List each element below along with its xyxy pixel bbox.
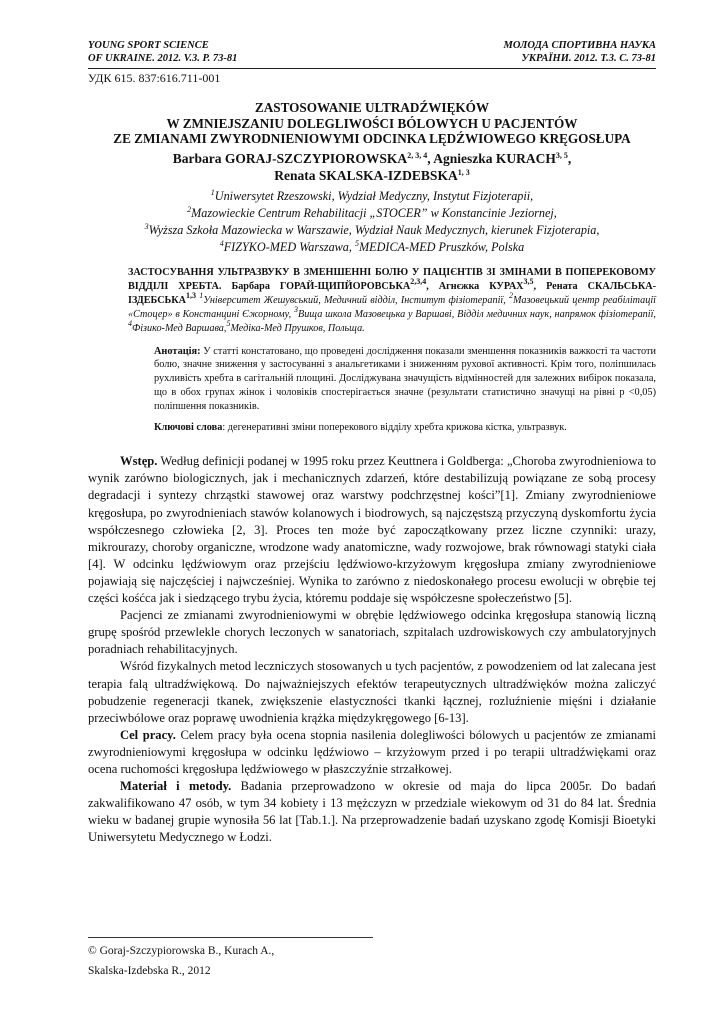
copyright-line-1: © Goraj-Szczypiorowska B., Kurach A., — [88, 945, 275, 957]
abstract-text: У статті констатовано, що проведені дослідження показали зменшення показників важкості та частоти болю, значне зниження у застосуванні з анальгетиками і зниженням рухової активності. Крім того, поліпшилась рухливість хребта в сагітальній площині. Досліджувана значущість відмінностей для залежних вибірок показала, що в обох групах жінок і чоловіків спостерігається значне (результати статистично значущі на рівні p <0,05) поліпшення показників. — [154, 345, 656, 412]
keywords-label: Ключові слова — [154, 422, 223, 434]
keywords-text: : дегенеративні зміни поперекового відділу хребта крижова кістка, ультразвук. — [222, 422, 567, 434]
affiliation-4: $^4$FIZYKO-MED Warszawa, $^5$MEDICA-MED Pruszków, Polska — [219, 238, 525, 254]
author-line-1 — [88, 150, 656, 167]
paragraph-introduction: Wstęp. Według definicji podanej w 1995 roku przez Keuttnera i Goldberga: „Choroba zwyrodnieniowa to wynik zarówno biologicznych, jak i mechanicznych zdarzeń, które destabilizują powiązane ze sobą procesy degradacji i syntezy chrząstki stawowej oraz warstwy podchrzęstnej kości”[1]. Zmiany zwyrodnieniowe kręgosłupa, po zwyrodnieniach stawów kolanowych i biodrowych, są najczęstszą przyczyną dyskomfortu życia współczesnego człowieka [2, 3]. Proces ten może być zapoczątkowany przez liczne czynniki: urazy, mikrourazy, choroby organiczne, wrodzone wady anatomiczne, wady rozwojowe, brak równowagi statyki ciała [4]. W odcinku lędźwiowym oraz przejściu lędźwiowo-krzyżowym kręgosłupa zmiany zwyrodnieniowe pojawiają się najczęściej i najwcześniej. Wynika to zarówno z niedoskonałego procesu ewolucji w obrębie tej części kośćca jak i siedzącego trybu życia, któremu poddaje się współczesne społeczeństwo [5]. — [88, 454, 656, 606]
ua-affiliation-3: Вища школа Мазовецька у Варшаві, Відділ медичних наук, напрямок фізіотерапії, — [297, 308, 656, 320]
footnote-rule — [88, 937, 373, 938]
ukrainian-summary-header: ЗАСТОСУВАННЯ УЛЬТРАЗВУКУ В ЗМЕНШЕННІ БОЛЮ У ПАЦІЄНТІВ ЗІ ЗМІНАМИ В ПОПЕРЕКОВОМУ ВІДДІЛІ ХРЕБТА. Барбара ГОРАЙ-ЩИПЙОРОВСЬКА$^{2,3,4}$, Агнєжка КУРАХ$^{3,5}$, Рената СКАЛЬСЬКА-ІЗДЕБСЬКА$^{1,3}$ $^1$Університет Жешувський, Медичний відділ, Інститут фізіотерапії, $^2$Мазовецький центр реабілітації «Стоцер» в Констанцині Єжорному, $^3$Вища школа Мазовецька у Варшаві, Відділ медичних наук, напрямок фізіотерапії, $^4$Фізико-Мед Варшава,$^5$Медіка-Мед Прушков, Польща. — [128, 266, 657, 334]
affiliation-3: $^3$Wyższa Szkoła Mazowiecka w Warszawie, Wydział Nauk Medycznych, kierunek Fizjoterapia, — [144, 221, 600, 237]
author-3-affil: 1, 3 — [457, 167, 470, 177]
title-line-3: ZE ZMIANAMI ZWYRODNIENIOWYMI ODCINKA LĘDŹWIOWEGO KRĘGOSŁUPA — [113, 131, 631, 146]
udk-code: УДК 615. 837:616.711-001 — [88, 71, 221, 85]
journal-citation-en: OF UKRAINE. 2012. V.3. P. 73-81 — [88, 52, 238, 64]
journal-name-ua: МОЛОДА СПОРТИВНА НАУКА — [503, 40, 656, 51]
affiliation-2: $^2$Mazowieckie Centrum Rehabilitacji „STOCER” w Konstancinie Jeziornej, — [187, 204, 557, 220]
journal-name-en: YOUNG SPORT SCIENCE — [88, 40, 209, 51]
affiliation-list — [88, 188, 656, 256]
header-rule — [88, 68, 656, 69]
paragraph-methods-overview: Wśród fizykalnych metod leczniczych stosowanych u tych pacjentów, z powodzeniem od lat zalecana jest terapia falą ultradźwiękową. Do najważniejszych efektów terapeutycznych ultradźwięków można zaliczyć pobudzenie regeneracji tkanek, zwiększenie elastyczności tkanki łącznej, rozluźnienie mięśni i działanie przeciwbólowe oraz poprawę uwodnienia krążka międzykręgowego [6-13]. — [88, 659, 656, 725]
author-line-2 — [88, 167, 656, 184]
keywords — [154, 421, 656, 435]
paragraph-materials: Materiał i metody. Badania przeprowadzono w okresie od maja do lipca 2005r. Do badań zakwalifikowano 47 osób, w tym 34 kobiety i 13 mężczyzn w przedziale wiekowym od 31 do 84 lat. Średnia wieku w badanej grupie wynosiła 56 lat [Tab.1.]. Na przeprowadzenie badań uzyskano zgodę Komisji Bioetyki Uniwersytetu Medycznego w Łodzi. — [88, 779, 656, 845]
affiliation-1: $^1$Uniwersytet Rzeszowski, Wydział Medyczny, Instytut Fizjoterapii, — [210, 187, 534, 203]
paragraph-patients: Pacjenci ze zmianami zwyrodnieniowymi w obrębie lędźwiowego odcinka kręgosłupa stanowią liczną grupę spośród przewlekle chorych leczonych w sanatoriach, szpitalach uzdrowiskowych czy ambulatoryjnych poradniach rehabilitacyjnych. — [88, 608, 656, 657]
ua-affiliation-2: Мазовецький центр реабілітації «Стоцер» в Констанцині Єжорному, — [128, 294, 657, 320]
author-separator: , — [567, 150, 572, 166]
article-body — [88, 453, 656, 846]
article-page — [88, 40, 656, 846]
author-2-affil: 3, 5 — [555, 150, 568, 160]
header-left — [88, 40, 237, 65]
ua-affiliation-1: Університет Жешувський, Медичний відділ, Інститут фізіотерапії, — [203, 294, 510, 306]
author-1: Barbara GORAJ-SZCZYPIOROWSKA — [172, 150, 408, 166]
author-1-affil: 2, 3, 4 — [407, 150, 428, 160]
ua-author-3: , Рената СКАЛЬСЬКА-ІЗДЕБСЬКА — [128, 280, 657, 306]
paragraph-aim: Cel pracy. Celem pracy była ocena stopnia nasilenia dolegliwości bólowych u pacjentów ze zmianami zwyrodnieniowymi kręgosłupa w odcinku lędźwiowo – krzyżowym przed i po terapii ultradźwiękami oraz ocena ruchomości kręgosłupa lędźwiowego w płaszczyźnie strzałkowej. — [88, 727, 657, 776]
ua-author-1: Барбара ГОРАЙ-ЩИПЙОРОВСЬКА — [231, 280, 411, 292]
abstract — [154, 345, 656, 414]
title-line-2: W ZMNIEJSZANIU DOLEGLIWOŚCI BÓLOWYCH U PACJENTÓW — [166, 115, 578, 131]
section-label-introduction: Wstęp. — [120, 454, 158, 469]
header-right — [504, 40, 656, 65]
journal-citation-ua: УКРАЇНИ. 2012. Т.3. С. 73-81 — [521, 52, 656, 64]
section-label-aim: Cel pracy. — [120, 727, 176, 742]
ua-affiliation-5: Медіка-Мед Прушков, Польща. — [230, 322, 365, 334]
section-label-materials: Materiał i metody. — [120, 779, 232, 794]
author-list — [88, 150, 656, 184]
ua-affiliation-4: Фізико-Мед Варшава, — [132, 322, 227, 334]
author-2: , Agnieszka KURACH — [427, 150, 556, 166]
ua-author-2: , Агнєжка КУРАХ — [426, 280, 524, 292]
ua-title: ЗАСТОСУВАННЯ УЛЬТРАЗВУКУ В ЗМЕНШЕННІ БОЛЮ У ПАЦІЄНТІВ ЗІ ЗМІНАМИ В ПОПЕРЕКОВОМУ ВІДДІЛІ ХРЕБТА. — [128, 266, 656, 292]
abstract-label: Анотація: — [154, 345, 201, 357]
copyright-line-2: Skalska-Izdebska R., 2012 — [88, 965, 211, 977]
copyright-footnote — [88, 941, 274, 981]
title-line-1: ZASTOSOWANIE ULTRADŹWIĘKÓW — [254, 100, 490, 115]
article-title — [88, 100, 656, 147]
author-3: Renata SKALSKA-IZDEBSKA — [274, 167, 458, 183]
running-header — [88, 40, 656, 65]
